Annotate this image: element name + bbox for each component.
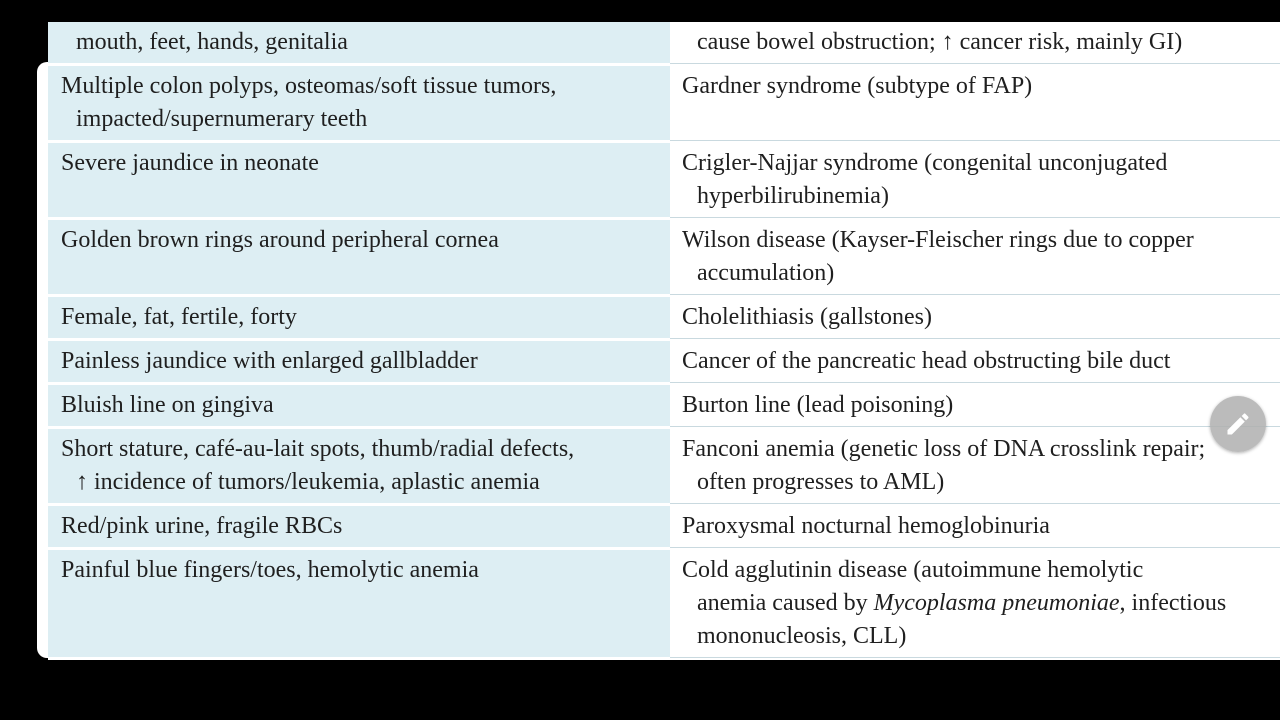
symptom-text [61, 224, 670, 257]
edit-button[interactable] [1210, 396, 1266, 452]
diagnosis-cell [670, 341, 1280, 383]
symptom-line: mouth, feet, hands, genitalia [76, 29, 348, 55]
symptom-line: Golden brown rings around peripheral cornea [61, 227, 499, 253]
symptom-cell [48, 506, 670, 547]
diagnosis-line: Cold agglutinin disease (autoimmune hemolytic [682, 557, 1144, 583]
diagnosis-line: Gardner syndrome (subtype of FAP) [682, 73, 1033, 99]
symptom-line: Red/pink urine, fragile RBCs [61, 513, 343, 539]
symptom-text [61, 301, 670, 334]
diagnosis-line: , infectious [1119, 590, 1227, 616]
diagnosis-text [682, 147, 1280, 213]
symptom-text [61, 26, 670, 59]
table-row [48, 429, 1280, 506]
diagnosis-text [682, 510, 1280, 543]
symptom-cell [48, 66, 670, 140]
diagnosis-text [682, 301, 1280, 334]
diagnosis-line: accumulation) [697, 260, 835, 286]
diagnosis-line: hyperbilirubinemia) [697, 183, 889, 209]
associations-table [48, 22, 1280, 660]
diagnosis-cell [670, 506, 1280, 548]
document-viewer[interactable] [37, 29, 1280, 658]
table-row [48, 297, 1280, 341]
table-row [48, 506, 1280, 550]
symptom-cell [48, 429, 670, 503]
symptom-line: impacted/supernumerary teeth [76, 106, 368, 132]
table-row [48, 220, 1280, 297]
diagnosis-line: Cancer of the pancreatic head obstructing bile duct [682, 348, 1171, 374]
diagnosis-cell [670, 22, 1280, 64]
symptom-line: Short stature, café-au-lait spots, thumb/radial defects, [61, 436, 575, 462]
diagnosis-cell [670, 385, 1280, 427]
symptom-line: Multiple colon polyps, osteomas/soft tissue tumors, [61, 73, 557, 99]
symptom-cell [48, 22, 670, 63]
pencil-icon [1224, 410, 1252, 438]
diagnosis-line: Wilson disease (Kayser-Fleischer rings due to copper [682, 227, 1194, 253]
symptom-text [61, 510, 670, 543]
diagnosis-text [682, 433, 1280, 499]
diagnosis-line: Cholelithiasis (gallstones) [682, 304, 932, 330]
diagnosis-line: often progresses to AML) [697, 469, 945, 495]
symptom-line: ↑ incidence of tumors/leukemia, aplastic anemia [76, 469, 540, 495]
diagnosis-line: Fanconi anemia (genetic loss of DNA crosslink repair; [682, 436, 1206, 462]
symptom-text [61, 389, 670, 422]
symptom-cell [48, 550, 670, 657]
table-row [48, 550, 1280, 660]
symptom-line: Severe jaundice in neonate [61, 150, 319, 176]
diagnosis-text [682, 389, 1280, 422]
diagnosis-line: anemia caused by [697, 590, 874, 616]
organism-name: Mycoplasma pneumoniae [873, 590, 1120, 616]
symptom-cell [48, 143, 670, 217]
table-row [48, 143, 1280, 220]
symptom-cell [48, 220, 670, 294]
diagnosis-text [682, 70, 1280, 103]
table-row [48, 385, 1280, 429]
symptom-text [61, 147, 670, 180]
table-row [48, 341, 1280, 385]
diagnosis-text [682, 345, 1280, 378]
diagnosis-cell [670, 429, 1280, 504]
diagnosis-text [682, 26, 1280, 59]
diagnosis-line: mononucleosis, CLL) [697, 623, 907, 649]
diagnosis-cell [670, 297, 1280, 339]
symptom-line: Bluish line on gingiva [61, 392, 274, 418]
diagnosis-text [682, 224, 1280, 290]
diagnosis-cell [670, 143, 1280, 218]
symptom-cell [48, 385, 670, 426]
diagnosis-line: Crigler-Najjar syndrome (congenital unconjugated [682, 150, 1168, 176]
diagnosis-cell [670, 66, 1280, 141]
diagnosis-line: Paroxysmal nocturnal hemoglobinuria [682, 513, 1050, 539]
symptom-text [61, 433, 670, 499]
symptom-cell [48, 341, 670, 382]
symptom-text [61, 70, 670, 136]
diagnosis-line: Burton line (lead poisoning) [682, 392, 954, 418]
symptom-cell [48, 297, 670, 338]
symptom-text [61, 345, 670, 378]
symptom-line: Painless jaundice with enlarged gallbladder [61, 348, 478, 374]
symptom-text [61, 554, 670, 587]
diagnosis-line: cause bowel obstruction; ↑ cancer risk, mainly GI) [697, 29, 1183, 55]
table-row [48, 22, 1280, 66]
diagnosis-cell [670, 220, 1280, 295]
diagnosis-cell [670, 550, 1280, 658]
diagnosis-text [682, 554, 1280, 653]
symptom-line: Painful blue fingers/toes, hemolytic anemia [61, 557, 479, 583]
table-row [48, 66, 1280, 143]
symptom-line: Female, fat, fertile, forty [61, 304, 297, 330]
